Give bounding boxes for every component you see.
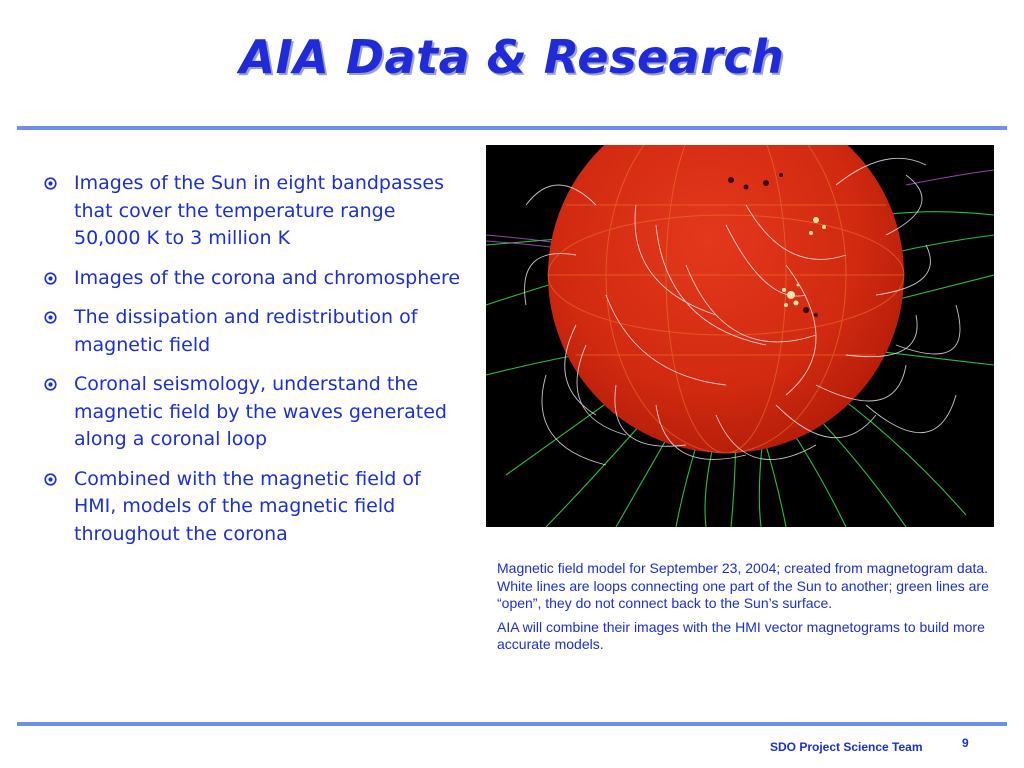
circled-dot-bullet-icon xyxy=(44,311,57,324)
bullet-text: The dissipation and redistribution of magnetic field xyxy=(74,306,418,356)
bullet-text: Images of the corona and chromosphere xyxy=(74,266,461,289)
circled-dot-bullet-icon xyxy=(44,272,57,285)
bullet-text: Images of the Sun in eight bandpasses that cover the temperature range 50,000 K to 3 million K xyxy=(74,172,445,249)
bullet-item xyxy=(44,304,462,359)
footer-team: SDO Project Science Team xyxy=(770,740,923,754)
caption-paragraph-1: Magnetic field model for September 23, 2004; created from magnetogram data. White lines are loops connecting one part of the Sun to another; green lines are “open”, they do not connect back to the Sun’s surface. xyxy=(497,560,989,611)
bullet-item xyxy=(44,170,462,253)
figure-caption xyxy=(497,560,997,660)
circled-dot-bullet-icon xyxy=(44,473,57,486)
bullet-text: Coronal seismology, understand the magnetic field by the waves generated along a coronal loop xyxy=(74,373,447,450)
bullet-item xyxy=(44,371,462,454)
caption-paragraph-2: AIA will combine their images with the HMI vector magnetograms to build more accurate models. xyxy=(497,618,985,652)
bullet-text: Combined with the magnetic field of HMI, models of the magnetic field throughout the corona xyxy=(74,467,421,545)
magnetic-field-model-image xyxy=(486,145,994,527)
circled-dot-bullet-icon xyxy=(44,177,57,190)
slide-title: AIA Data & Research xyxy=(239,30,785,84)
top-divider xyxy=(17,126,1007,130)
page-number: 9 xyxy=(962,736,969,750)
bottom-divider xyxy=(17,722,1007,726)
bullet-item xyxy=(44,466,462,549)
bullet-list xyxy=(44,170,462,560)
bullet-item xyxy=(44,265,462,293)
sun-field-lines-illustration xyxy=(486,145,994,527)
circled-dot-bullet-icon xyxy=(44,378,57,391)
